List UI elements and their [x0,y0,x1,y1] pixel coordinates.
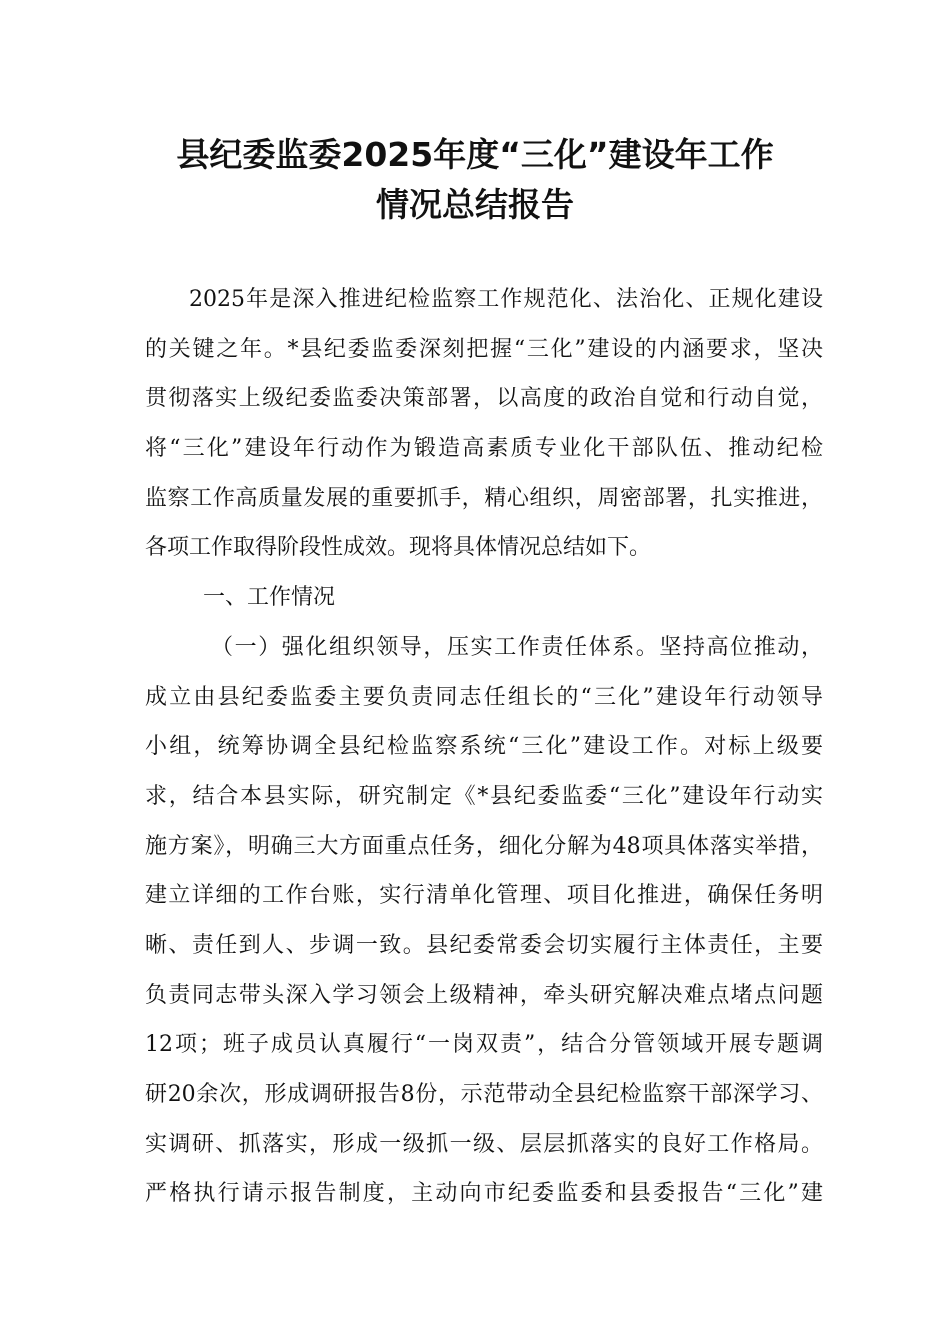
section1-line: 求，结合本县实际，研究制定《*县纪委监委“三化”建设年行动实 [145,783,823,809]
document-body [145,275,823,1219]
intro-line: 各项工作取得阶段性成效。现将具体情况总结如下。 [145,535,652,561]
section-heading: 一、工作情况 [203,585,336,611]
section1-line: 负责同志带头深入学习领会上级精神，牵头研究解决难点堵点问题 [145,982,823,1008]
document-title-line-2: 情况总结报告 [376,185,574,224]
section1-line: （一）强化组织领导，压实工作责任体系。坚持高位推动， [211,634,823,660]
document-title-line-1: 县纪委监委2025年度“三化”建设年工作 [176,135,774,174]
section1-line: 严格执行请示报告制度，主动向市纪委监委和县委报告“三化”建 [145,1181,823,1207]
section1-line: 晰、责任到人、步调一致。县纪委常委会切实履行主体责任，主要 [145,932,823,958]
intro-line: 2025年是深入推进纪检监察工作规范化、法治化、正规化建设 [189,287,823,312]
intro-line: 监察工作高质量发展的重要抓手，精心组织，周密部署，扎实推进， [145,485,823,511]
section1-line: 施方案》，明确三大方面重点任务，细化分解为48项具体落实举措， [145,833,823,859]
intro-line: 将“三化”建设年行动作为锻造高素质专业化干部队伍、推动纪检 [145,436,823,462]
section1-line: 成立由县纪委监委主要负责同志任组长的“三化”建设年行动领导 [145,684,823,710]
section1-line: 实调研、抓落实，形成一级抓一级、层层抓落实的良好工作格局。 [145,1131,823,1157]
section1-line: 12项；班子成员认真履行“一岗双责”，结合分管领域开展专题调 [145,1032,823,1058]
intro-line: 的关键之年。*县纪委监委深刻把握“三化”建设的内涵要求，坚决 [145,336,823,362]
section1-line: 研20余次，形成调研报告8份，示范带动全县纪检监察干部深学习、 [145,1082,823,1107]
intro-line: 贯彻落实上级纪委监委决策部署，以高度的政治自觉和行动自觉， [145,386,823,412]
section1-line: 建立详细的工作台账，实行清单化管理、项目化推进，确保任务明 [145,883,823,909]
section1-line: 小组，统筹协调全县纪检监察系统“三化”建设工作。对标上级要 [145,734,823,760]
